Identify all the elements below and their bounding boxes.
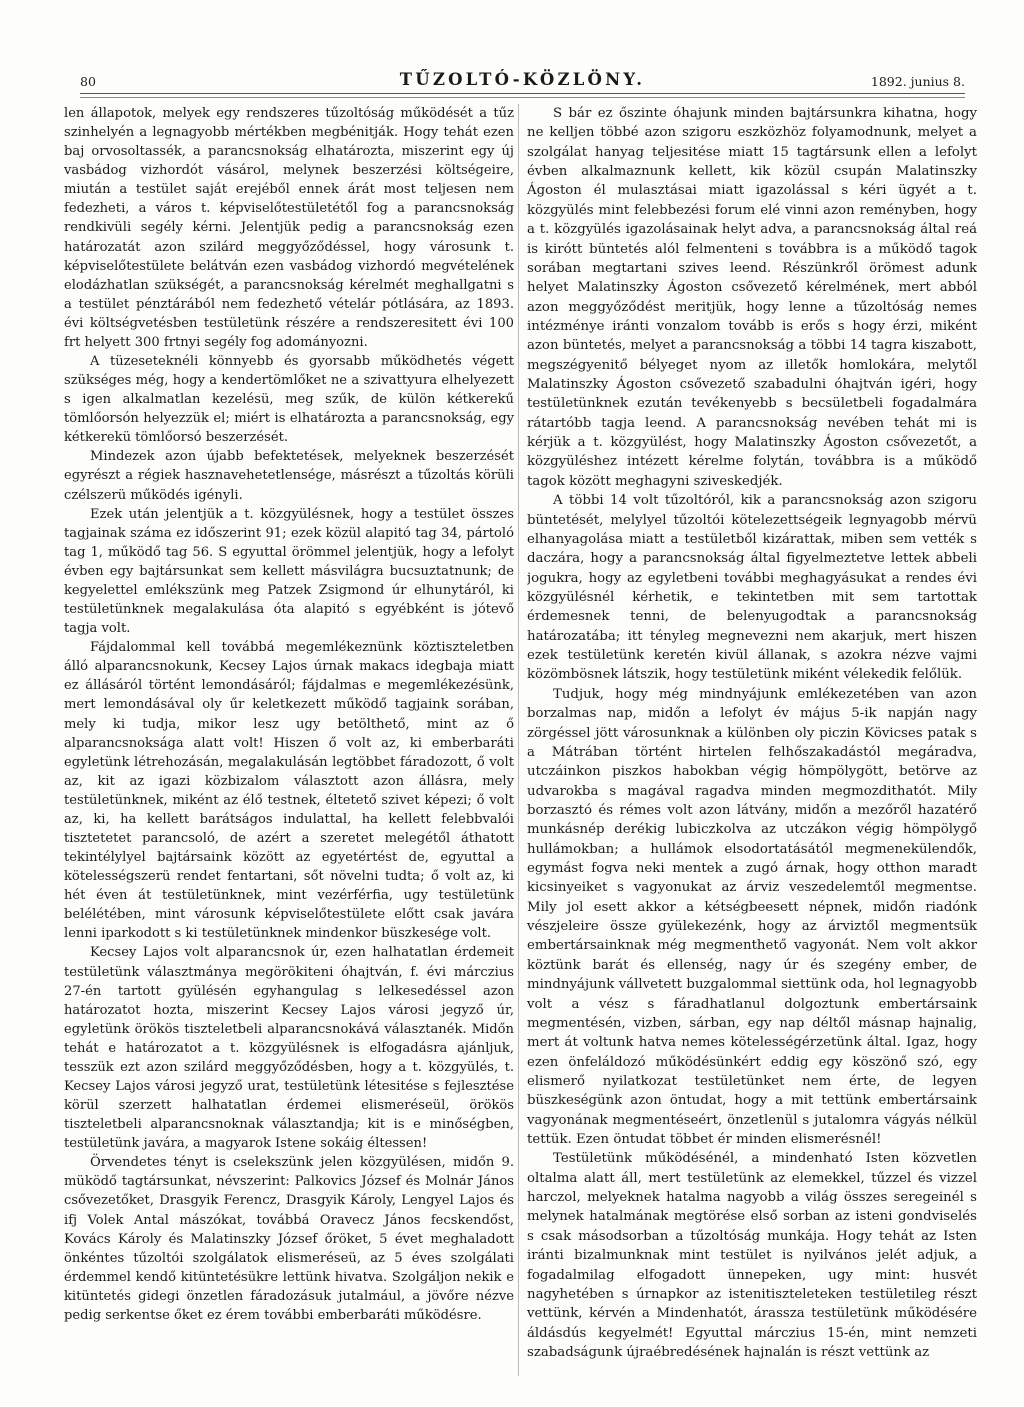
paragraph: Ezek után jelentjük a t. közgyülésnek, hogy a testület összes tagjainak száma ez időszerint 91; ezek közül alapitó tag 34, pártoló tag 1, működő tag 56. S egyuttal örömmel jelentjük, hogy a lefolyt évben egy bajtársunkat sem kellett másvilágra bucsuztatnunk; de kegyelettel emlékszünk meg Patzek Zsigmond úr elhunytáról, ki testületünknek megalakulása óta alapitó s egyébként is jótevő tagja volt. [64, 506, 514, 637]
paragraph: S bár ez őszinte óhajunk minden bajtársunkra kihatna, hogy ne kelljen többé azon szigoru eszközhöz folyamodnunk, melyet a szolgálat hanyag teljesitése miatt 15 tagtársunk ellen a lefolyt évben alkalmaznunk kellett, kik közül csupán Malatinszky Ágoston él mulasztásai miatt igazolással s kéri ügyét a t. közgyülés mint felebbezési forum elé vinni azon reményben, hogy a t. közgyülés igazolásainak helyt adva, a parancsnokság által reá is kirótt büntetés alól felmenteni s továbbra is a működő tagok sorában megtartani szives leend. Részünkről örömest adunk helyet Malatinszky Ágoston csővezető kérelmének, mert abból azon meggyőződést meritjük, hogy lenne a tűzoltóság nemes intézménye iránti vonzalom tovább is erős s hogy érzi, miként azon büntetés, melyet a parancsnokság a többi 14 tagra kiszabott, megszégyenitő bélyeget nyom az illetők homlokára, melytől Malatinszky Ágoston csővezető szabadulni óhajtván igéri, hogy testületünknek ezután tevékenyebb s becsületbeli fogadalmára rátartóbb tagja leend. A parancsnokság nevében tehát mi is kérjük a t. közgyülést, hogy Malatinszky Ágoston csővezetőt, a közgyüléshez intézett kérelme folytán, továbbra is a működő tagok között meghagyni sziveskedjék. [527, 106, 977, 489]
column-divider [518, 104, 519, 1376]
issue-date: 1892. junius 8. [870, 74, 965, 89]
page-number: 80 [80, 74, 96, 89]
paragraph: Testületünk működésénél, a mindenható Isten közvetlen oltalma alatt áll, mert testületünk az elemekkel, tűzzel és vizzel harczol, melyeknek hatalma nagyobb a világ összes seregeinél s melynek hatalmának megtörése első sorban az isteni gondviselés s csak másodsorban a tűzoltóság munkája. Hogy tehát az Isten iránti bizalmunknak mint testület is nyilvános jelét adjuk, a fogadalmilag elfogadott ünnepeken, ugy mint: husvét nagyhetében s úrnapkor az istenitiszteleteken testületileg részt vettünk, kérvén a Mindenhatót, árassza testületünk működésére áldásdús kegyelmét! Egyuttal márczius 15-én, mint nemzeti szabadságunk újraébredésének hajnalán is részt vettünk az [527, 1151, 977, 1360]
paragraph: A tüzeseteknéli könnyebb és gyorsabb működhetés végett szükséges még, hogy a kendertömlőket ne a szivattyura elhelyezett s igen alkalmatlan kezelésü, meg szűk, de külön kétkerekű tömlőorsón helyezzük el; miért is elhatározta a parancsnokság, egy kétkerekü tömlőorsó beszerzését. [64, 354, 514, 446]
paragraph: len állapotok, melyek egy rendszeres tűzoltóság működését a tűz szinhelyén a legnagyobb mértékben megbénitják. Hogy tehát ezen baj orvosoltassék, a parancsnokság elhatározta, miszerint egy új vasbádog vizhordót vásárol, melynek beszerzési költségeire, miután a testület saját erejéből ennek árát most teljesen nem fedezheti, a város t. képviselőtestületétől fog a parancsnokság rendkivüli segély kérni. Jelentjük pedig a parancsnokság ezen határozatát azon szilárd meggyőződéssel, hogy városunk t. képviselőtestülete belátván ezen vasbádog vizhordó megvételének elodázhatlan szükségét, a parancsnokság kérelmét meghallgatni s a testület pénztárából nem fedezhető vételár pótlására, az 1893. évi költségvetésben testületünk részére a rendszeresitett évi 100 frt helyett 300 frtnyi segély fog adományozni. [64, 106, 514, 350]
right-column [527, 104, 977, 1376]
header-rule [80, 93, 965, 98]
page-header [80, 66, 965, 96]
paragraph: Mindezek azon újabb befektetések, melyeknek beszerzését egyrészt a régiek hasznavehetetlensége, másrészt a tűzoltás körüli czélszerü működés igényli. [64, 449, 514, 503]
paragraph: Fájdalommal kell továbbá megemlékeznünk köztiszteletben álló alparancsnokunk, Kecsey Lajos úrnak makacs idegbaja miatt ez állásáról történt lemondásáról; fájdalmas e megemlékezésünk, mert lemondásával oly űr keletkezett működő tagjaink sorában, mely ki tudja, mikor lesz ugy betölthető, mint az ő alparancsnoksága alatt volt! Hiszen ő volt az, ki emberbaráti egyletünk létrehozásán, megalakulásán legtöbbet fáradozott, ő volt az, kit az igazi közbizalom választott azon állásra, mely testületünknek, miként az élő testnek, éltetető szivet képezi; ő volt az, ki, ha kellett barátságos indulattal, ha kellett felebbvalói tisztetetet parancsoló, de azért a szeretet melegétől áthatott tekintélylyel bajtársaink között az egyetértést de, egyuttal a kötelességszerü rendet fentartani, sőt növelni tudta; ő volt az, ki hét éven át testületünknek, mint vezérférfia, ugy testületünk belélétében, mint városunk képviselőtestülete előtt csak javára lenni iparkodott s ki testületünknek mindenkor büszkesége volt. [64, 640, 514, 942]
newspaper-title: TŰZOLTÓ-KÖZLÖNY. [399, 70, 646, 89]
paragraph: Tudjuk, hogy még mindnyájunk emlékezetében van azon borzalmas nap, midőn a lefolyt év május 5-ik napján nagy zörgéssel jött városunknak a különben oly piczin Kövicses patak s a Mátrában történt hirtelen felhőszakadástól megáradva, utczáinkon piszkos habokban végig hömpölygött, betörve az udvarokba s magával ragadva minden megmozdithatót. Mily borzasztó és rémes volt azon látvány, midőn a mezőről hazatérő munkásnép derékig lubiczkolva az utczákon végig hömpölygő hullámokban; a hullámok elsodortatásától megmenekülendők, egymást fogva neki mentek a zugó árnak, hogy otthon maradt kicsinyeiket s vagyonukat az árviz veszedelemtől megmentse. Mily jol esett akkor a kétségbeesett népnek, midőn riadónk vészjeleire össze gyülekezénk, hogy az árviztől megmentsük embertársainknak még megmenthető vagyonát. Nem volt akkor köztünk barát és ellenség, nagy úr és szegény ember, de mindnyájunk vállvetett buzgalommal siettünk oda, hol legnagyobb volt a vész s fáradhatlanul dolgoztunk embertársaink megmentésén, vizben, sárban, egy nap déltől másnap hajnalig, mert át voltunk hatva nemes kötelességérzetünk által. Igaz, hogy ezen önfeláldozó működésünkért eddig egy köszönő szó, egy elismerő nyilatkozat testületünket nem érte, de legyen büszkeségünk azon öntudat, hogy a mit tettünk embertársaink vagyonának megmentéseért, önzetlenül s jutalomra vágyás nélkül tettük. Ezen öntudat többet ér minden elismerésnél! [527, 686, 977, 1148]
paragraph: Örvendetes tényt is cselekszünk jelen közgyülésen, midőn 9. müködő tagtársunkat, névszerint: Palkovics József és Molnár János csővezetőket, Drasgyik Ferencz, Drasgyik Károly, Lengyel Lajos és ifj Volek Antal mászókat, továbbá Oravecz János fecskendőst, Kovács Károly és Malatinszky József őröket, 5 évet meghaladott önkéntes tűzoltói szolgálatok elismeréseü, az 5 éves szolgálati érdemmel kendő kitüntetésükre lettünk hivatva. Szolgáljon nekik e kitüntetés gidegi önzetlen fáradozásuk jutalmául, a jövőre nézve pedig serkentse őket ez érem további emberbaráti működésre. [64, 1155, 514, 1323]
paragraph: Kecsey Lajos volt alparancsnok úr, ezen halhatatlan érdemeit testületünk választmánya megörökiteni óhajtván, f. évi márczius 27-én tartott gyülésén egyhangulag s lelkesedéssel azon határozatot hozta, miszerint Kecsey Lajos városi jegyző úr, egyletünk örökös tiszteletbeli alparancsnokává választanék. Midőn tehát e határozatot a t. közgyülésnek is elfogadásra ajánljuk, tesszük ezt azon szilárd meggyőződésben, hogy a t. közgyülés, t. Kecsey Lajos városi jegyző urat, testületünk létesitése s fejlesztése körül szerzett halhatatlan érdemei elismeréseül, örökös tiszteletbeli alparancsnoknak választandja; kit is e minőségben, testületünk javára, a magyarok Istene sokáig éltessen! [64, 945, 514, 1152]
left-column [64, 104, 514, 1376]
paragraph: A többi 14 volt tűzoltóról, kik a parancsnokság azon szigoru büntetését, melylyel tűzoltói kötelezettségeik legnyagobb mérvü elhanyagolása miatt a testületből kizárattak, miben sem vették s daczára, hogy a parancsnokság által figyelmeztetve lettek abbeli jogukra, hogy az egyletbeni további meghagyásukat a rendes évi közgyülésnél kérhetik, e tekintetben mit sem tartottak érdemesnek tenni, de belenyugodtak a parancsnokság határozatába; itt tényleg megnevezni nem akarjuk, mert hiszen ezek testületünk keretén kivül állanak, s azokra nézve vajmi közömbösnek látszik, hogy testületünk miként vélekedik felőlük. [527, 493, 977, 683]
